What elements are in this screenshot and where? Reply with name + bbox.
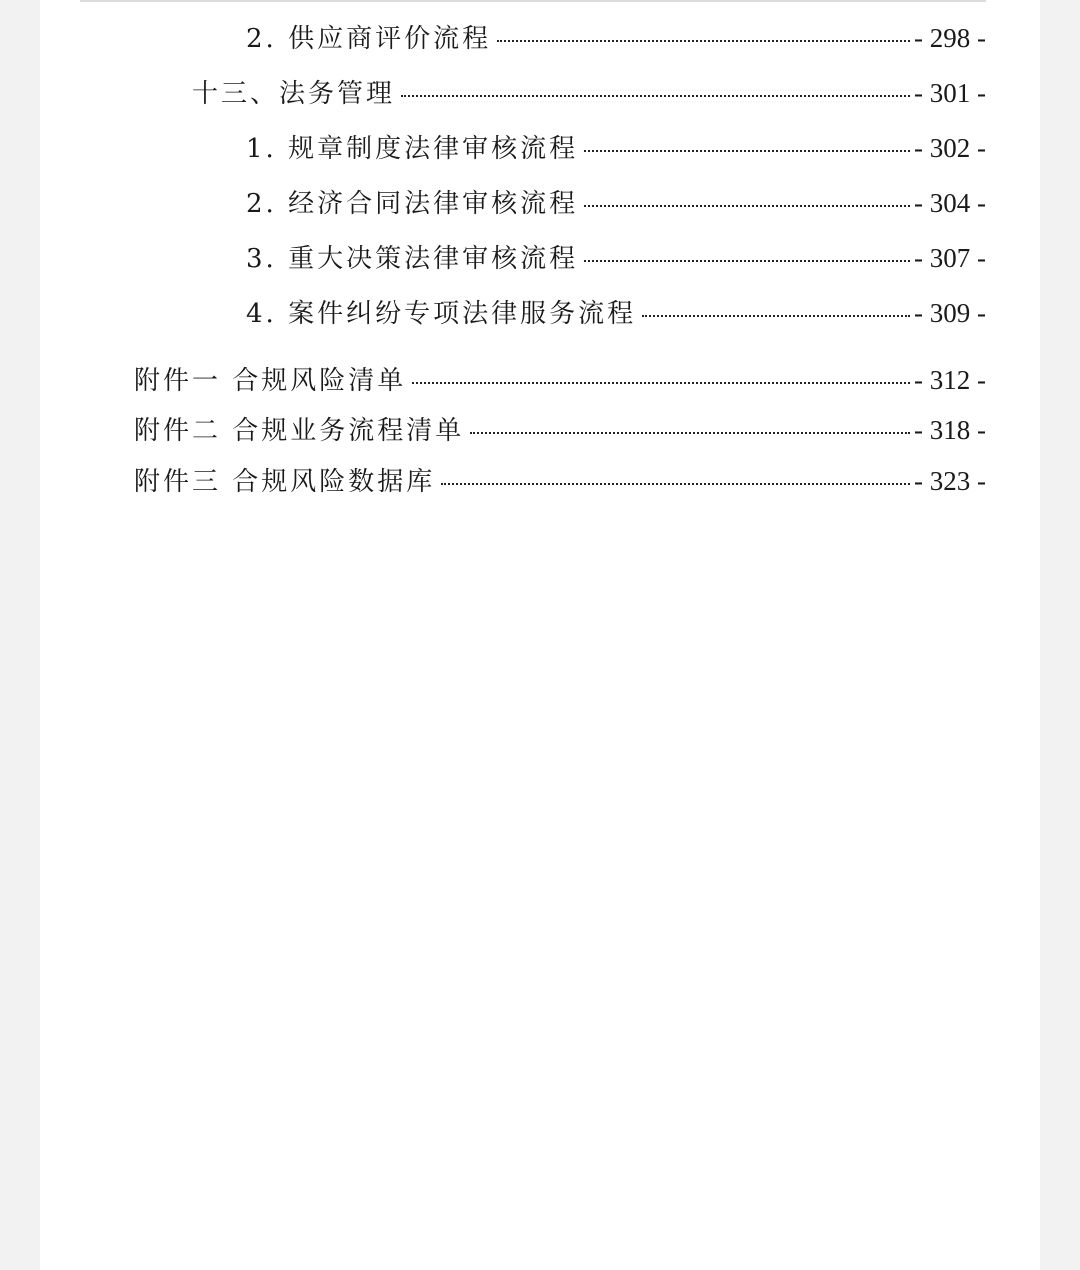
toc-entry-title: 1. 规章制度法律审核流程	[246, 134, 579, 164]
toc-entry-contract-review[interactable]	[246, 183, 986, 223]
toc-entry-page: - 312 -	[914, 365, 986, 395]
toc-entry-page: - 307 -	[914, 243, 986, 273]
toc-entry-page: - 304 -	[914, 188, 986, 218]
toc-entry-title: 2. 供应商评价流程	[246, 24, 492, 54]
toc-dot-leader	[584, 150, 910, 152]
toc-entry-title: 十三、法务管理	[192, 79, 396, 109]
toc-dot-leader	[497, 40, 910, 42]
toc-dot-leader	[401, 95, 910, 97]
toc-dot-leader	[470, 432, 910, 434]
toc-entry-page: - 298 -	[914, 23, 986, 53]
toc-entry-dispute-legal-service[interactable]	[246, 293, 986, 333]
toc-entry-title: 2. 经济合同法律审核流程	[246, 189, 579, 219]
toc-entry-title: 附件二 合规业务流程清单	[134, 416, 465, 446]
toc-entry-regulation-review[interactable]	[246, 128, 986, 168]
toc-dot-leader	[412, 382, 910, 384]
toc-dot-leader	[441, 483, 910, 485]
toc-entry-page: - 318 -	[914, 415, 986, 445]
toc-entry-title: 附件三 合规风险数据库	[134, 467, 436, 497]
toc-dot-leader	[584, 205, 910, 207]
toc-entry-page: - 323 -	[914, 466, 986, 496]
toc-entry-title: 附件一 合规风险清单	[134, 366, 407, 396]
toc-entry-title: 3. 重大决策法律审核流程	[246, 244, 579, 274]
toc-entry-appendix-3[interactable]	[134, 461, 986, 501]
toc-dot-leader	[584, 260, 910, 262]
toc-entry-page: - 302 -	[914, 133, 986, 163]
toc-entry-appendix-2[interactable]	[134, 410, 986, 450]
toc-entry-title: 4. 案件纠纷专项法律服务流程	[246, 299, 637, 329]
toc-entry-decision-review[interactable]	[246, 238, 986, 278]
toc-entry-legal-management[interactable]	[192, 73, 986, 113]
toc-entry-appendix-1[interactable]	[134, 360, 986, 400]
toc-entry-page: - 309 -	[914, 298, 986, 328]
toc-dot-leader	[642, 315, 910, 317]
toc-entry-page: - 301 -	[914, 78, 986, 108]
toc-entry-supplier-evaluation[interactable]	[246, 18, 986, 58]
page-top-divider	[80, 0, 986, 2]
